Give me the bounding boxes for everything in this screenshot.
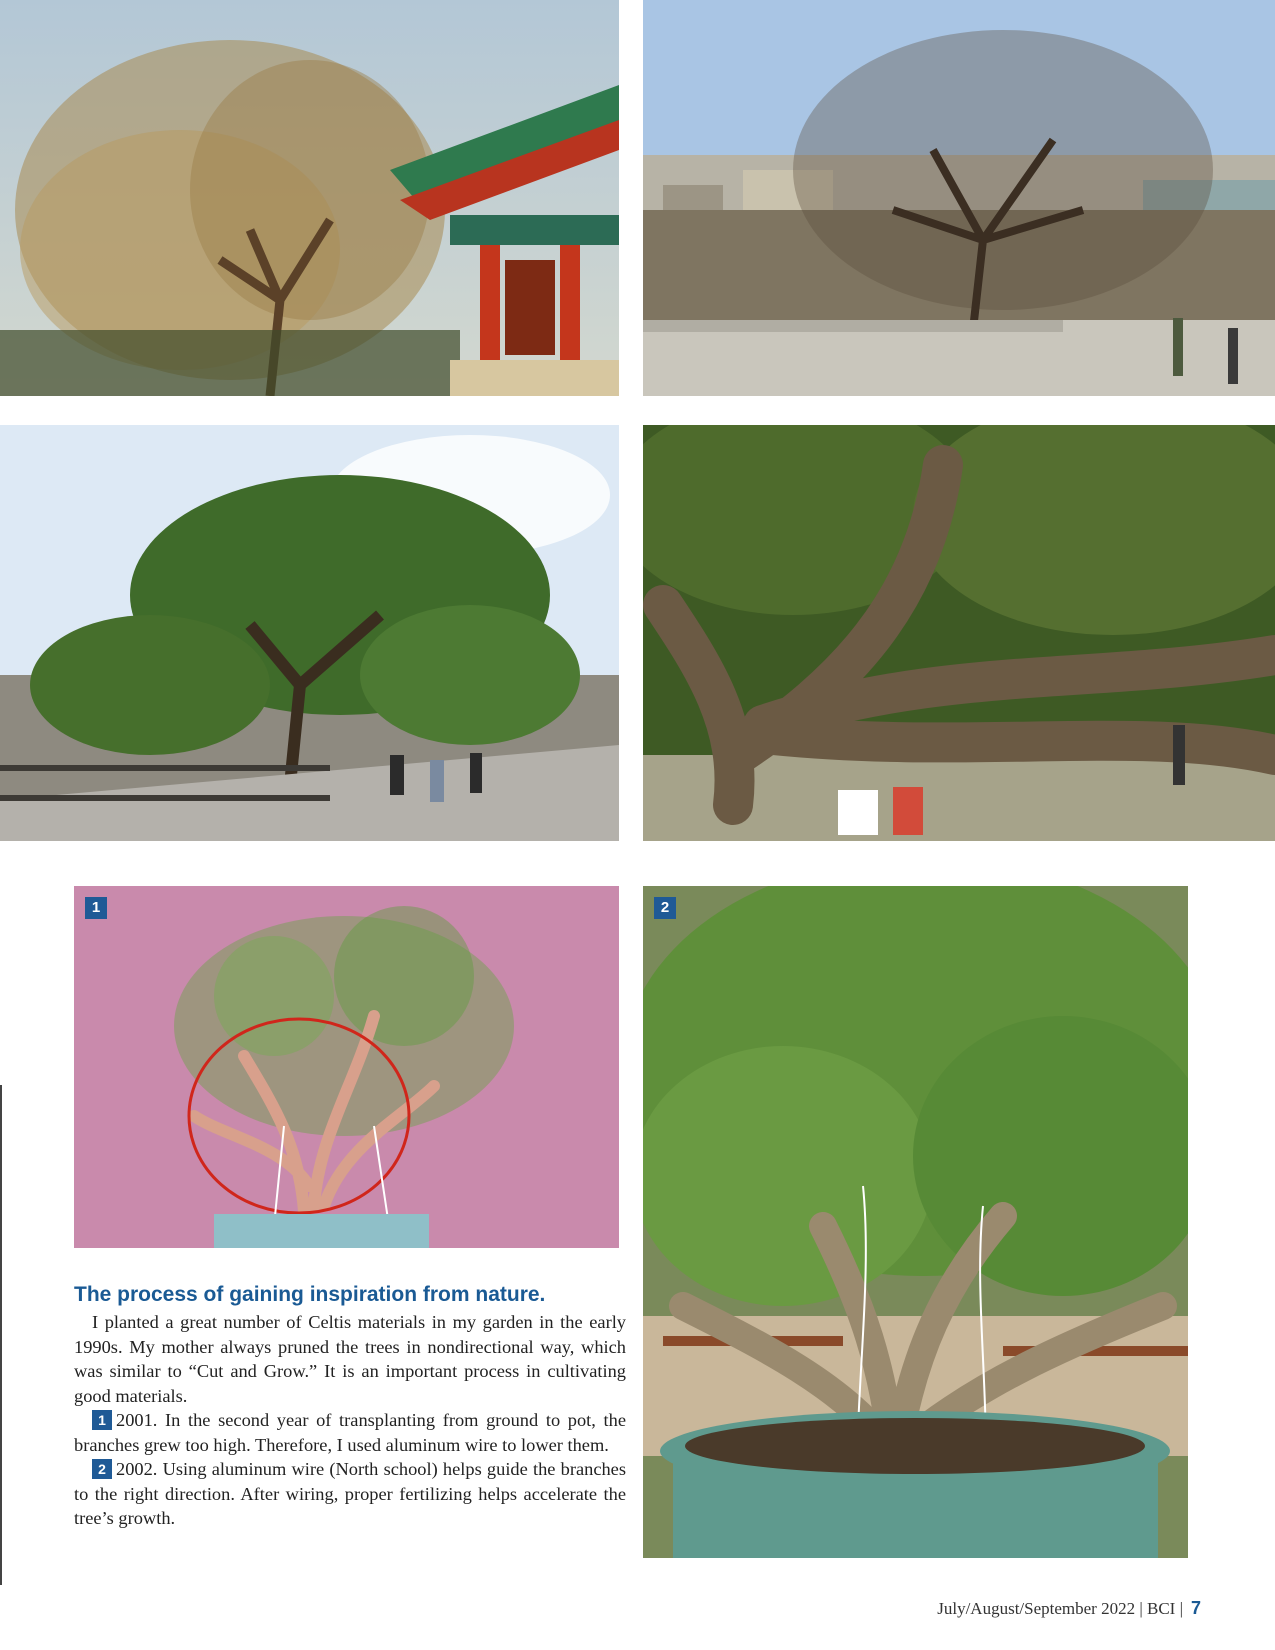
item-2-text: 2002. Using aluminum wire (North school) helps guide the branches to the right direction. After wiring, proper fertilizing helps accelerate the tree’s growth. [74, 1459, 626, 1528]
article-item-2 [74, 1457, 626, 1531]
article-heading: The process of gaining inspiration from nature. [74, 1283, 546, 1306]
figure-1-badge: 1 [85, 897, 107, 919]
page-footer [937, 1598, 1201, 1619]
photo-great-tree [643, 425, 1275, 841]
article-intro: I planted a great number of Celtis materials in my garden in the early 1990s. My mother always pruned the trees in nondirectional way, which was similar to “Cut and Grow.” It is an important process in cultivating good materials. [74, 1312, 626, 1406]
figure-2-bonsai-2002 [643, 886, 1188, 1558]
article [74, 1283, 626, 1531]
photo-riverside-tree [643, 0, 1275, 396]
item-1-badge: 1 [92, 1410, 112, 1430]
item-1-text: 2001. In the second year of transplanting from ground to pot, the branches grew too high. Therefore, I used aluminum wire to lower them. [74, 1410, 626, 1455]
figure-2-badge: 2 [654, 897, 676, 919]
figure-1-bonsai-2001 [74, 886, 619, 1248]
page-edge-mark [0, 1085, 2, 1585]
photo-promenade-trees [0, 425, 619, 841]
footer-issue: July/August/September 2022 | BCI | [937, 1599, 1183, 1618]
item-2-badge: 2 [92, 1459, 112, 1479]
article-item-1 [74, 1408, 626, 1457]
photo-willow-pavilion [0, 0, 619, 396]
page-number: 7 [1190, 1598, 1201, 1618]
